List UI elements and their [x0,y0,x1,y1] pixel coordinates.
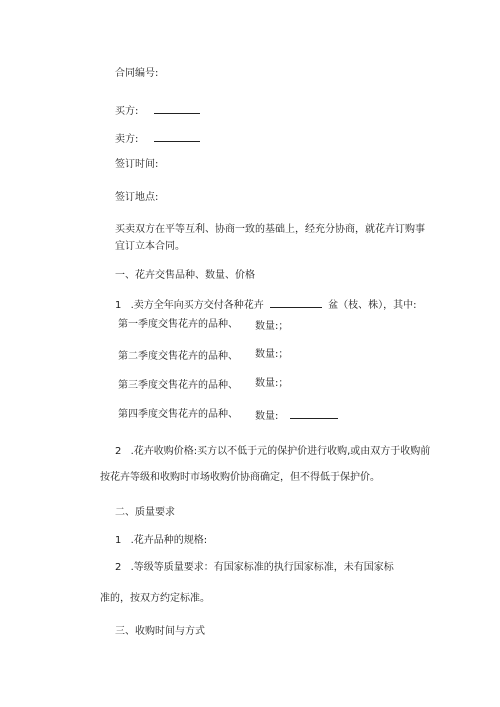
quarter-4-qty: 数量: [255,411,279,422]
quarter-4-qty-line [255,408,338,422]
seller-label: 卖方: [115,134,139,145]
quarter-2-label: 第二季度交售花卉的品种、 [118,351,238,362]
section-3-title: 三、收购时间与方式 [115,626,205,637]
contract-number-label: 合同编号: [115,68,159,79]
quarter-4-blank [290,408,338,419]
quarter-4-label: 第四季度交售花卉的品种、 [118,409,238,420]
section-1-item-2-line-2: 按花卉等级和收购时市场收购价协商确定，但不得低于保护价。 [100,472,380,483]
quarter-1-label: 第一季度交售花卉的品种、 [118,319,238,330]
item-text: .花卉收购价格:买方以不低于元的保护价进行收购,或由双方于收购前 [130,446,431,457]
section-1-title: 一、花卉交售品种、数量、价格 [115,270,255,281]
section-1-item-2-line-1 [115,447,430,457]
sign-time-label: 签订时间: [115,159,159,170]
preamble-line-2: 宜订立本合同。 [115,241,185,252]
buyer-label: 买方: [115,106,139,117]
preamble-line-1: 买卖双方在平等互利、协商一致的基础上，经充分协商，就花卉订购事 [115,224,425,235]
item-number: 2 [115,446,122,457]
seller-blank [154,131,200,142]
section-1-item-1 [115,297,417,311]
item-text: .花卉品种的规格: [130,535,208,546]
sign-place-label: 签订地点: [115,192,159,203]
quarter-3-label: 第三季度交售花卉的品种、 [118,380,238,391]
item-number: 1 [115,535,122,546]
buyer-line [115,103,200,117]
quarter-3-qty: 数量:； [255,378,289,389]
item-number: 2 [115,562,122,573]
buyer-blank [154,103,200,114]
seller-line [115,131,200,145]
item-text: .卖方全年向买方交付各种花卉 [130,300,264,311]
total-quantity-blank [270,297,322,308]
quarter-2-qty: 数量:； [255,349,289,360]
section-2-item-1 [115,536,207,546]
section-2-item-2-line-2: 准的，按双方约定标准。 [100,593,210,604]
quarter-1-qty: 数量:； [255,321,289,332]
section-2-title: 二、质量要求 [115,507,175,518]
item-number: 1 [115,300,122,311]
item-text: .等级等质量要求：有国家标准的执行国家标准，未有国家标 [130,562,394,573]
item-text-cont: 盆（枝、株），其中: [328,300,417,311]
section-2-item-2-line-1 [115,563,394,573]
